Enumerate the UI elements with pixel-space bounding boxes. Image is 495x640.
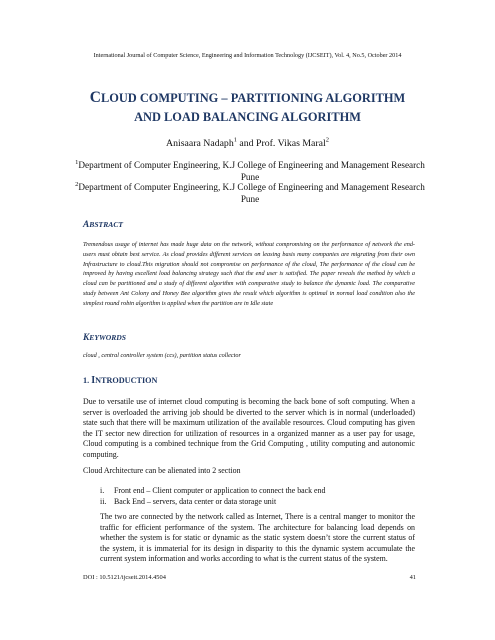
- author-2: and Prof. Vikas Maral: [236, 138, 326, 149]
- journal-header: International Journal of Computer Science, Engineering and Information Technology (IJCSEIT), Vol. 4, No.5, October 2014: [93, 52, 402, 59]
- introduction-paragraph-1: Due to versatile use of internet cloud computing is becoming the back bone of soft computing. When a server is overloaded the arriving job should be diverted to the server which is in normal (underloaded) state such that there will be maximum utilization of the available resources. Cloud computing has given the IT sector new direction for utilization of resources in a organized manner as a user pay for usage, Cloud computing is a combined technique from the Grid Computing , utility computing and autonomic computing.: [83, 397, 415, 459]
- affiliation-1-text: Department of Computer Engineering, K.J College of Engineering and Management Research Pune: [78, 160, 425, 182]
- introduction-paragraph-2: Cloud Architecture can be alienated into 2 section: [83, 466, 241, 475]
- author-1-sup: 1: [233, 136, 237, 144]
- list-item: [100, 497, 415, 508]
- title-initial: C: [89, 89, 101, 106]
- affiliation-1: [70, 160, 430, 183]
- keywords-heading-rest: EYWORDS: [89, 333, 126, 342]
- keywords-text: cloud , central controller system (ccs), partition status collector: [83, 352, 241, 359]
- list-item-text: Back End – servers, data center or data storage unit: [114, 496, 277, 506]
- affiliation-2-text: Department of Computer Engineering, K.J College of Engineering and Management Research Pune: [78, 182, 425, 204]
- abstract-text: Tremendous usage of internet has made huge data on the network, without compromising on the performance of network the end-users must obtain best service. As cloud provides different services on leasing basis many companies are migrating from their own Infrastructure to cloud.This migration should not compromise on performance of the cloud, The performance of the cloud can be improved by having excellent load balancing strategy such that the end user is satisfied. The paper reveals the method by which a cloud can be partitioned and a study of different algorithm with comparative study to balance the dynamic load. The comparative study between Ant Colony and Honey Bee algorithm gives the result which algorithm is optimal in normal load condition also the simplest round robin algorithm is applied when the partition are in Idle state: [83, 241, 415, 307]
- paper-title: [40, 88, 455, 127]
- introduction-heading: [83, 375, 157, 386]
- abstract-heading-initial: A: [83, 220, 90, 230]
- list-item: [100, 486, 415, 497]
- list-item-number: i.: [100, 486, 105, 495]
- introduction-heading-number: 1.: [83, 376, 92, 385]
- title-line-1: [40, 88, 455, 108]
- keywords-heading: [83, 333, 126, 343]
- introduction-heading-initial: I: [91, 375, 96, 386]
- authors-line: [0, 138, 495, 149]
- title-line-1-rest: LOUD COMPUTING – PARTITIONING ALGORITHM: [100, 91, 406, 105]
- affiliation-2: [70, 182, 430, 205]
- author-1: Anisaara Nadaph: [166, 138, 234, 149]
- title-line-2: AND LOAD BALANCING ALGORITHM: [134, 110, 361, 124]
- affiliation-2-sup: 2: [75, 180, 79, 188]
- footer-doi: DOI : 10.5121/ijcseit.2014.4504: [83, 574, 166, 581]
- list-item-number: ii.: [100, 496, 107, 506]
- list-item-text: Front end – Client computer or application to connect the back end: [114, 486, 326, 495]
- architecture-list: [100, 486, 415, 507]
- abstract-heading: [83, 220, 123, 230]
- introduction-paragraph-3: The two are connected by the network called as Internet, There is a central manger to monitor the traffic for efficient performance of the system. The architecture for balancing load depends on whether the system is for static or dynamic as the static system doesn’t store the current status of the system, it is immaterial for its design in disparity to this the dynamic system accumulate the current system information and works according to what is the current status of the system.: [100, 512, 415, 564]
- affiliation-1-sup: 1: [75, 158, 79, 166]
- page-number: 41: [409, 574, 416, 581]
- author-2-sup: 2: [325, 136, 329, 144]
- keywords-heading-initial: K: [83, 333, 90, 343]
- abstract-heading-rest: BSTRACT: [89, 220, 124, 229]
- introduction-heading-rest: NTRODUCTION: [95, 376, 158, 385]
